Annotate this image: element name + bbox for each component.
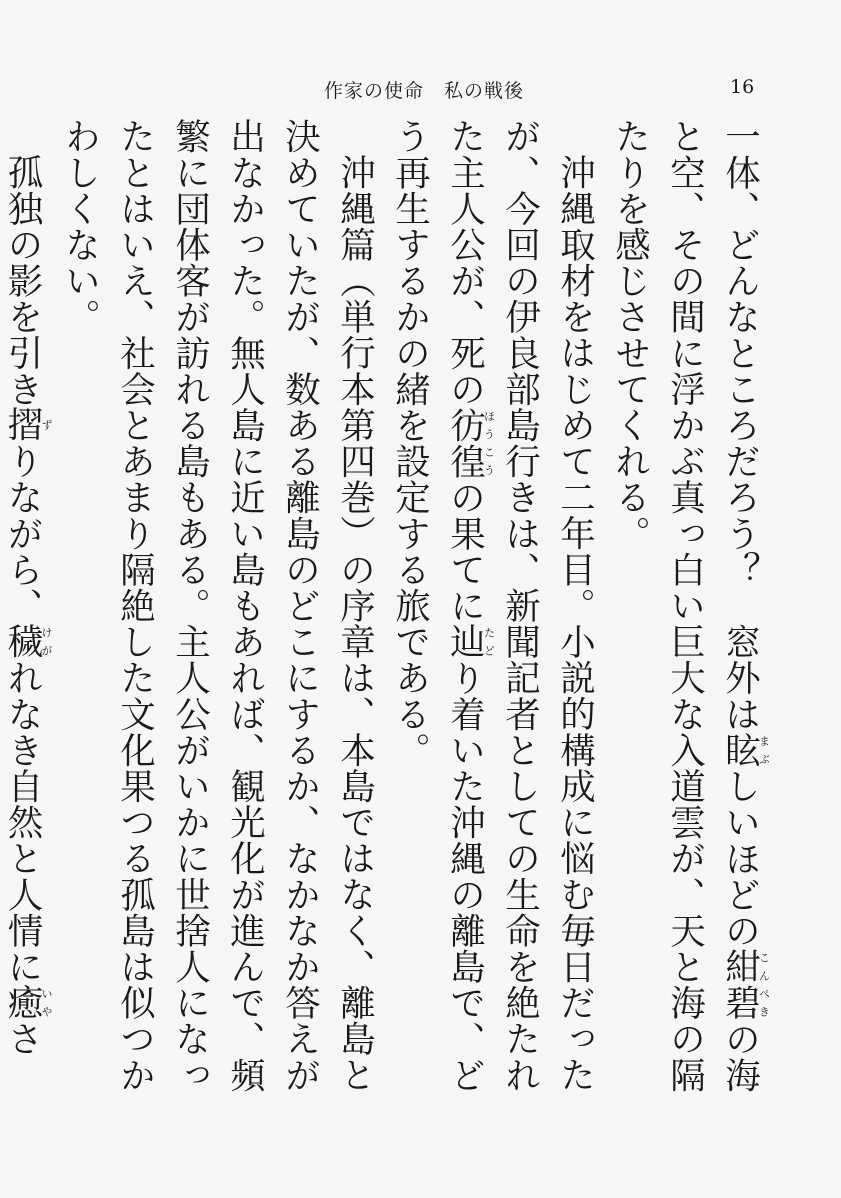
ruby-reading: ほうこう xyxy=(482,406,496,479)
running-title: 作家の使命 私の戦後 xyxy=(324,80,525,102)
text-run: さ xyxy=(2,1019,43,1057)
ruby-base: 彷徨 xyxy=(444,406,486,480)
ruby-word xyxy=(2,622,53,659)
running-head xyxy=(0,76,841,100)
ruby-reading: ず xyxy=(40,406,53,443)
ruby-word xyxy=(2,983,53,1020)
ruby-reading: こんぺき xyxy=(757,948,771,1021)
text-run: りながら、 xyxy=(2,442,43,623)
text-run: り着いた沖縄の離島で、どう再生するかの緒を設定する旅である。 xyxy=(389,118,486,1093)
ruby-base: 摺 xyxy=(2,406,43,443)
ruby-reading: まぶ xyxy=(757,731,771,768)
text-run: 沖縄篇（単行本第四巻）の序章は、本島ではなく、離島と決めていたが、数ある離島のどこにするか、なかなか答えが出なかった。無人島に近い島もあれば、観光化が進んで、頻繁に団体客が訪れる島もある。主人公がいかに世捨人になったとはいえ、社会とあまり隔絶した文化果つる孤島は似つかわしくない。 xyxy=(59,118,376,1093)
ruby-base: 紺碧 xyxy=(719,948,761,1021)
text-run: 沖縄取材をはじめて二年目。小説的構成に悩む毎日だったが、今回の伊良部島行きは、新聞記者としての生命を絶たれた主人公が、死の xyxy=(444,118,596,1093)
ruby-word xyxy=(444,623,496,660)
ruby-word xyxy=(444,406,496,480)
ruby-base: 眩 xyxy=(719,731,761,768)
ruby-word xyxy=(2,406,53,443)
text-run: しいほどの xyxy=(719,767,761,949)
text-run: の海と空、その間に浮かぶ真っ白い巨大な入道雲が、天と海の隔たりを感じさせてくれる。 xyxy=(609,118,761,1093)
ruby-word xyxy=(719,731,771,768)
paragraph xyxy=(383,118,603,1098)
text-run: 孤独の影を引き xyxy=(2,153,43,407)
paragraph xyxy=(53,118,383,1098)
ruby-base: 癒 xyxy=(2,983,43,1020)
text-run: の果てに xyxy=(444,479,486,624)
paragraph xyxy=(603,118,771,1098)
text-run: 一体、どんなところだろう？ 窓外は xyxy=(719,118,761,732)
paragraph xyxy=(0,118,53,1098)
text-run: れなき自然と人情に xyxy=(2,658,43,984)
ruby-word xyxy=(719,948,771,1021)
body-text xyxy=(2,118,771,1098)
ruby-base: 穢 xyxy=(2,622,43,659)
ruby-reading: たど xyxy=(482,623,496,660)
ruby-reading: けが xyxy=(40,622,53,659)
ruby-reading: いや xyxy=(40,983,53,1020)
page-number: 16 xyxy=(730,76,755,98)
ruby-base: 辿 xyxy=(444,623,486,660)
